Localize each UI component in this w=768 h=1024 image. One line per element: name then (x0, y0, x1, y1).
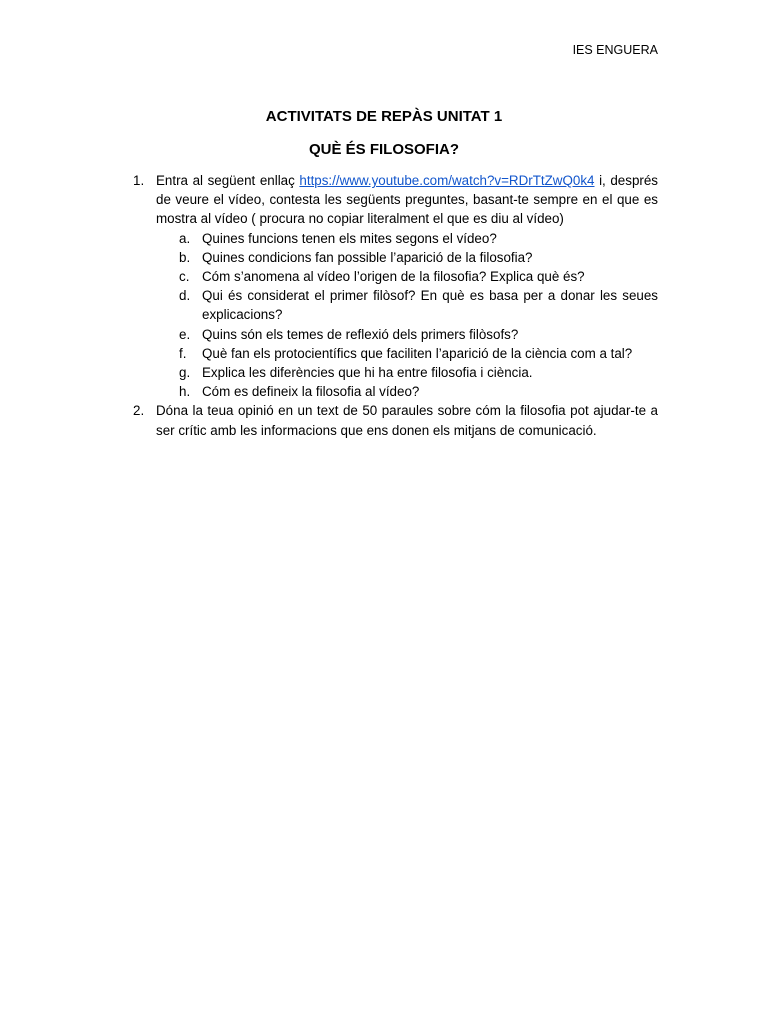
sub-question-letter: a. (179, 230, 191, 246)
question-text: Dóna la teua opinió en un text de 50 paraules sobre cóm la filosofia pot ajudar-te a ser crític amb les informacions que ens donen els mitjans de comunicació. (156, 403, 658, 438)
page-header-school: IES ENGUERA (572, 43, 658, 57)
sub-question-letter: e. (179, 326, 191, 342)
sub-question-letter: h. (179, 384, 191, 400)
sub-question-letter: g. (179, 365, 191, 381)
question-list (133, 171, 658, 440)
sub-question-letter: f. (179, 345, 187, 361)
sub-question-letter: c. (179, 269, 190, 285)
question-item-2 (133, 401, 658, 439)
question-item-1 (133, 171, 658, 401)
sub-question-letter: b. (179, 249, 191, 265)
sub-question-letter: d. (179, 288, 191, 304)
sub-question-text: Què fan els protocientífics que faciliten l’aparició de la ciència com a tal? (202, 345, 633, 361)
document-title: ACTIVITATS DE REPÀS UNITAT 1 (265, 108, 503, 125)
sub-question-list (156, 229, 658, 402)
sub-question-item (156, 344, 658, 363)
sub-question-item (156, 382, 658, 401)
sub-question-item (156, 248, 658, 267)
sub-question-text: Explica les diferències que hi ha entre filosofia i ciència. (202, 365, 533, 381)
question-text-after-link: i, després de veure el vídeo, contesta les següents preguntes, basant-te sempre en el que es mostra al vídeo ( procura no copiar literalment el que es diu al vídeo) (156, 173, 658, 227)
sub-question-item (156, 286, 658, 324)
sub-question-item (156, 267, 658, 286)
sub-question-item (156, 325, 658, 344)
question-text-before-link: Entra al següent enllaç (156, 173, 300, 188)
sub-question-text: Cóm es defineix la filosofia al vídeo? (202, 384, 420, 400)
youtube-video-link[interactable]: https://www.youtube.com/watch?v=RDrTtZwQ0k4 (299, 173, 595, 188)
sub-question-item (156, 229, 658, 248)
sub-question-text: Qui és considerat el primer filòsof? En què es basa per a donar les seues explicacions? (202, 288, 658, 323)
document-subtitle: QUÈ ÉS FILOSOFIA? (308, 141, 459, 158)
question-text (156, 171, 658, 229)
sub-question-text: Cóm s’anomena al vídeo l’origen de la filosofia? Explica què és? (202, 269, 585, 285)
sub-question-item (156, 363, 658, 382)
question-number: 1. (133, 173, 145, 188)
sub-question-text: Quines funcions tenen els mites segons el vídeo? (202, 230, 497, 246)
question-number: 2. (133, 403, 145, 419)
sub-question-text: Quins són els temes de reflexió dels primers filòsofs? (202, 326, 519, 342)
sub-question-text: Quines condicions fan possible l’aparició de la filosofia? (202, 249, 533, 265)
